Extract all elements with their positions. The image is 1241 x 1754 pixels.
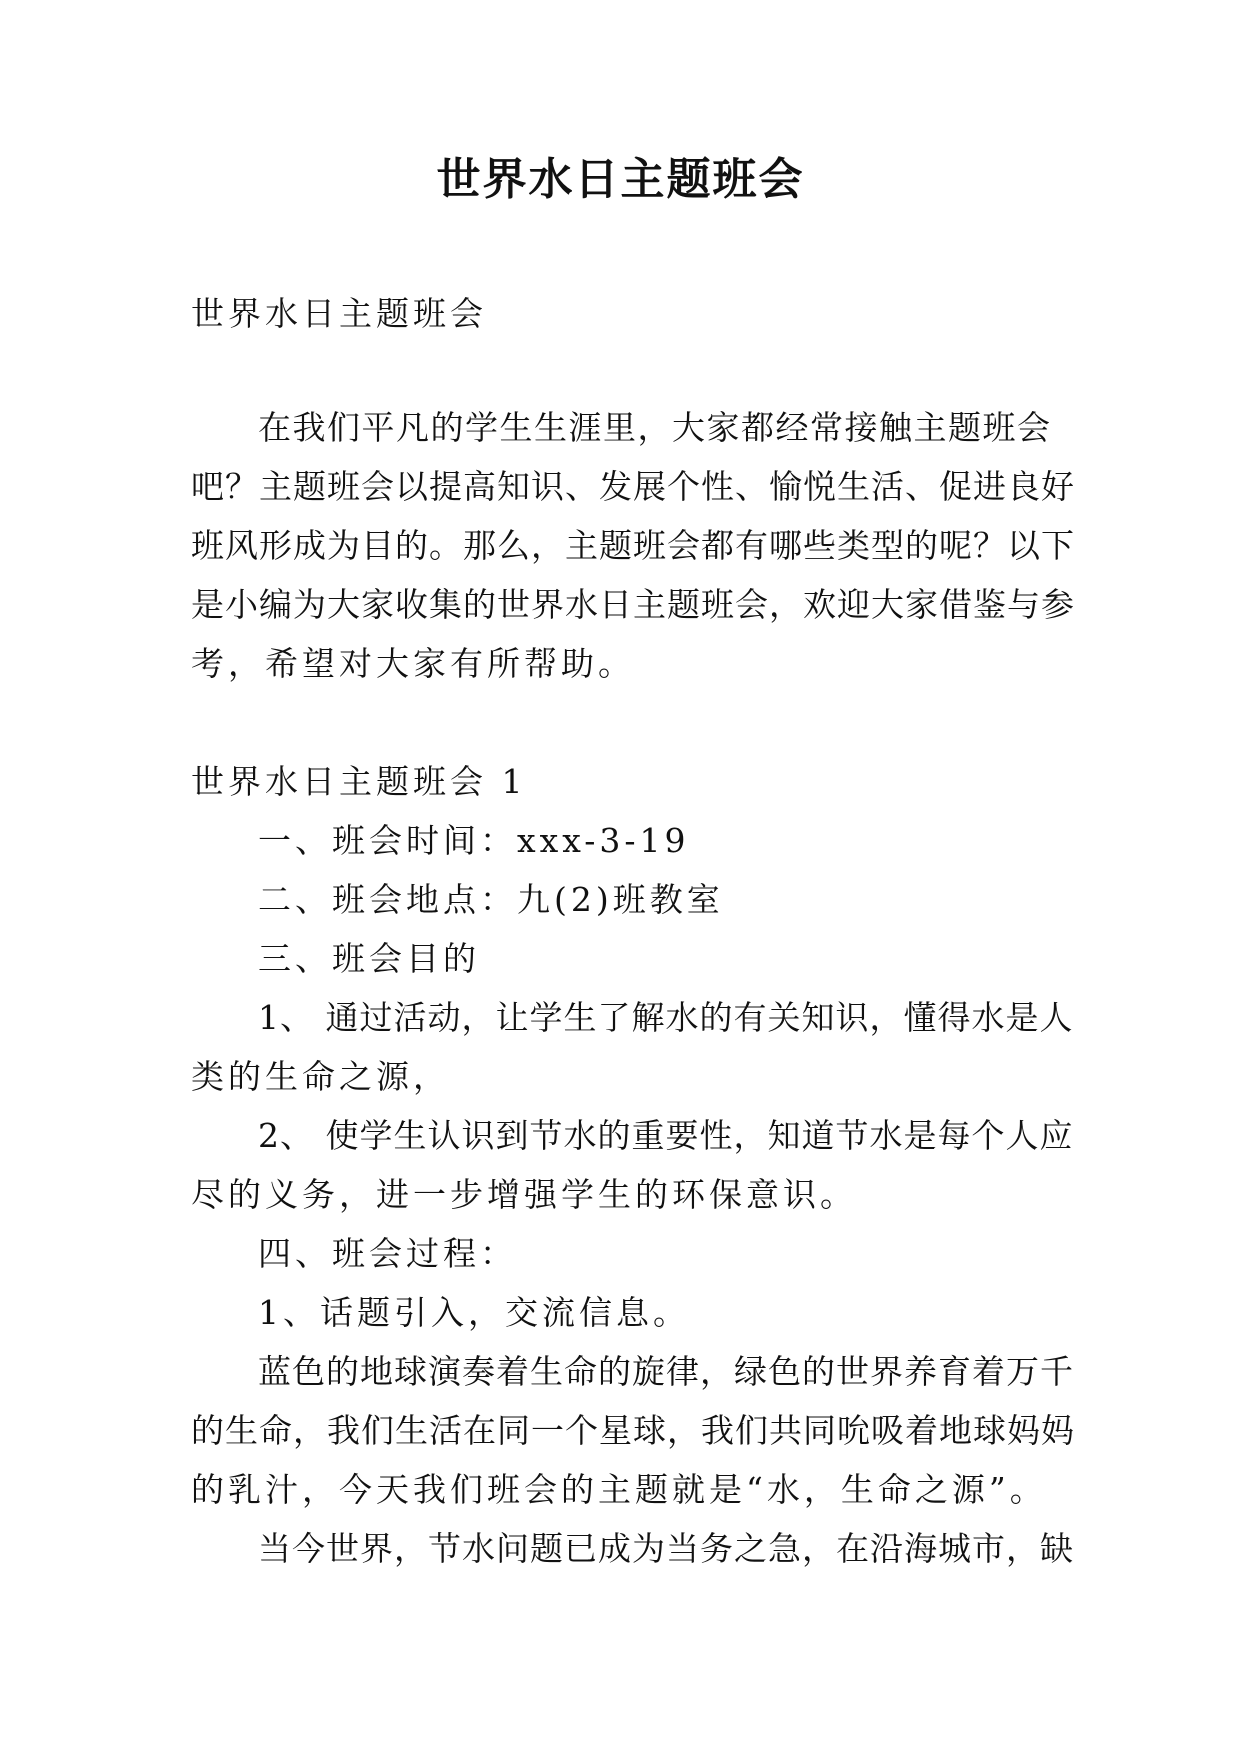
section-heading: 世界水日主题班会 1	[191, 762, 527, 801]
intro-line-1: 在我们平凡的学生生涯里，大家都经常接触主题班会	[258, 408, 1051, 447]
para1-line-1: 蓝色的地球演奏着生命的旋律，绿色的世界养育着万千	[258, 1352, 1074, 1391]
goal-1-line-1: 1、 通过活动，让学生了解水的有关知识，懂得水是人	[258, 998, 1074, 1037]
intro-line-3: 班风形成为目的。那么，主题班会都有哪些类型的呢？以下	[191, 526, 1075, 565]
step-1: 1、话题引入，交流信息。	[258, 1293, 690, 1332]
goal-1-line-2: 类的生命之源，	[191, 1057, 450, 1096]
goal-heading: 三、班会目的	[258, 939, 480, 978]
para1-line-3: 的乳汁，今天我们班会的主题就是“水，生命之源”。	[191, 1470, 1047, 1509]
para1-line-2: 的生命，我们生活在同一个星球，我们共同吮吸着地球妈妈	[191, 1411, 1075, 1450]
document-title: 世界水日主题班会	[436, 154, 805, 205]
meeting-place: 二、班会地点：九(2)班教室	[258, 880, 724, 919]
process-heading: 四、班会过程：	[258, 1234, 517, 1273]
goal-2-line-2: 尽的义务，进一步增强学生的环保意识。	[191, 1175, 857, 1214]
goal-2-line-1: 2、 使学生认识到节水的重要性，知道节水是每个人应	[258, 1116, 1074, 1155]
para2-line-1: 当今世界，节水问题已成为当务之急，在沿海城市，缺	[258, 1529, 1074, 1568]
intro-line-5: 考，希望对大家有所帮助。	[191, 644, 635, 683]
document-subtitle: 世界水日主题班会	[191, 294, 487, 333]
intro-line-2: 吧？主题班会以提高知识、发展个性、愉悦生活、促进良好	[191, 467, 1075, 506]
intro-line-4: 是小编为大家收集的世界水日主题班会，欢迎大家借鉴与参	[191, 585, 1075, 624]
meeting-time: 一、班会时间：xxx-3-19	[258, 821, 690, 860]
